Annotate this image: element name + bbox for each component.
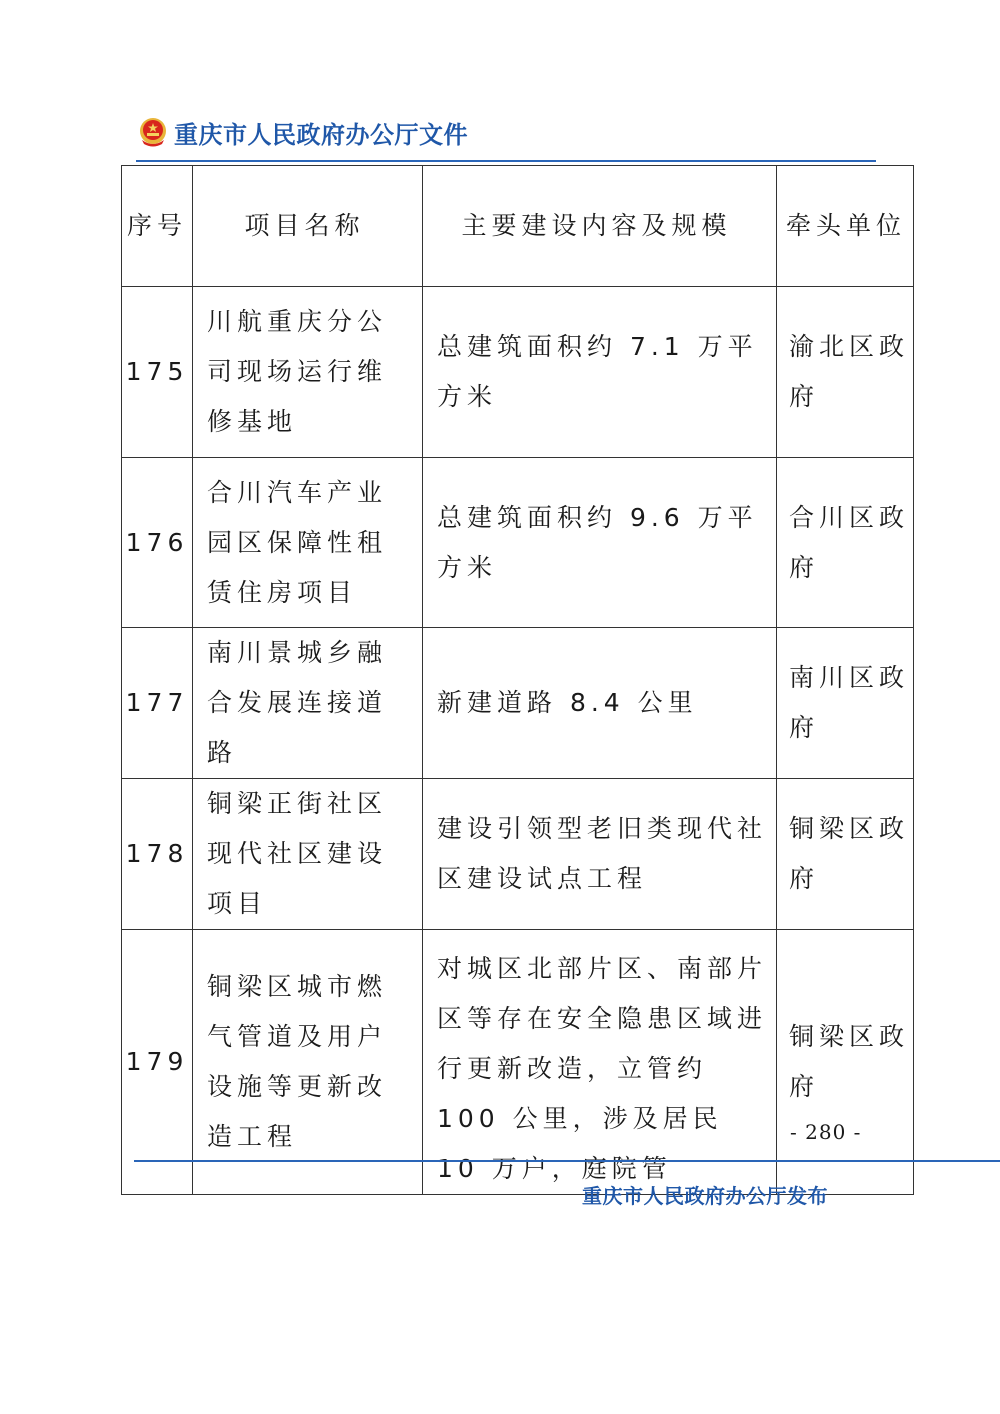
footer-divider [134, 1160, 1000, 1162]
column-header-name: 项目名称 [193, 166, 423, 287]
column-header-org: 牵头单位 [777, 166, 914, 287]
project-table [121, 165, 914, 1195]
lead-unit: 合川区政府 [777, 458, 914, 628]
lead-unit: 南川区政府 [777, 628, 914, 779]
project-content: 总建筑面积约 7.1 万平方米 [423, 287, 777, 458]
row-number: 175 [122, 287, 193, 458]
row-number: 177 [122, 628, 193, 779]
project-name: 南川景城乡融合发展连接道路 [193, 628, 423, 779]
table-row [122, 930, 914, 1195]
table-row [122, 779, 914, 930]
table-row [122, 287, 914, 458]
project-content: 对城区北部片区、南部片区等存在安全隐患区域进行更新改造，立管约 100 公里，涉及居民 10 万户，庭院管 [423, 930, 777, 1195]
document-header [136, 110, 468, 154]
row-number: 178 [122, 779, 193, 930]
project-name: 合川汽车产业园区保障性租赁住房项目 [193, 458, 423, 628]
header-divider [136, 160, 876, 162]
project-name: 铜梁正街社区现代社区建设项目 [193, 779, 423, 930]
row-number: 176 [122, 458, 193, 628]
project-name: 铜梁区城市燃气管道及用户设施等更新改造工程 [193, 930, 423, 1195]
row-number: 179 [122, 930, 193, 1195]
column-header-content: 主要建设内容及规模 [423, 166, 777, 287]
project-name: 川航重庆分公司现场运行维修基地 [193, 287, 423, 458]
table-row [122, 458, 914, 628]
project-content: 新建道路 8.4 公里 [423, 628, 777, 779]
page-number: - 280 - [790, 1120, 862, 1144]
lead-unit: 渝北区政府 [777, 287, 914, 458]
footer-publisher: 重庆市人民政府办公厅发布 [582, 1184, 828, 1208]
table-row [122, 628, 914, 779]
project-content: 建设引领型老旧类现代社区建设试点工程 [423, 779, 777, 930]
national-emblem-icon [136, 115, 170, 149]
lead-unit: 铜梁区政府 [777, 779, 914, 930]
lead-unit: 铜梁区政府 [777, 930, 914, 1195]
table-header-row [122, 166, 914, 287]
project-content: 总建筑面积约 9.6 万平方米 [423, 458, 777, 628]
column-header-no: 序号 [122, 166, 193, 287]
document-title: 重庆市人民政府办公厅文件 [174, 119, 468, 149]
